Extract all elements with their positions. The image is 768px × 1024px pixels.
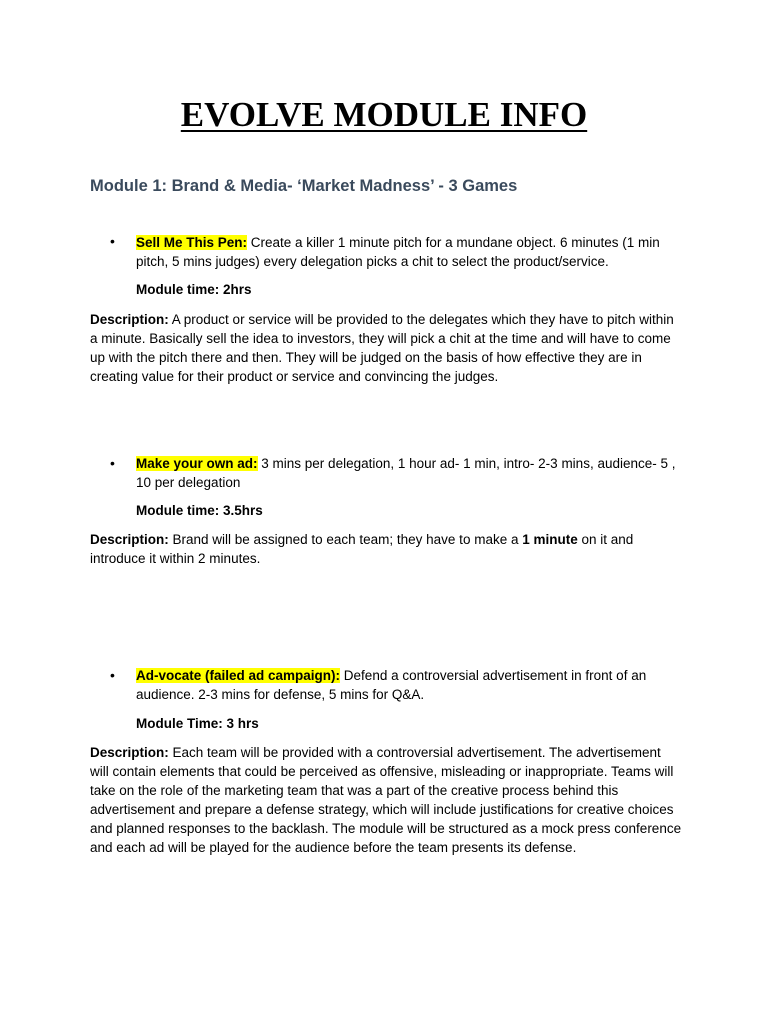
item-name-highlight: Ad-vocate (failed ad campaign): [136,668,341,683]
item-text: Defend a controversial advertisement in front of an audience. 2-3 mins for defense, 5 mins for Q&A. [136,668,647,702]
description-text: Each team will be provided with a controversial advertisement. The advertisement will contain elements that could be perceived as offensive, misleading or inappropriate. Teams will take on the role of the marketing team that was a part of the creative process behind this advertisement and prepare a defense strategy, which will include justifications for creative choices and planned responses to the backlash. The module will be structured as a mock press conference and each ad will be played for the audience before the team presents its defense. [90,745,682,855]
description-label: Description: [90,532,169,547]
item-name-highlight: Make your own ad: [136,456,258,471]
bullet-marker: • [110,455,115,471]
description-emphasis: 1 minute [522,532,578,547]
description-text: A product or service will be provided to the delegates which they have to pitch within a minute. Basically sell the idea to investors, they will pick a chit at the time and will have to come up with the pitch there and then. They will be judged on the basis of how effective they are in creating value for their product or service and convincing the judges. [90,312,674,384]
item-sell-me-this-pen [136,233,681,271]
document-title: EVOLVE MODULE INFO [180,95,588,134]
module-time: Module Time: 3 hrs [136,716,259,731]
description-text: on it and introduce it within 2 minutes. [90,532,634,566]
description-text: Brand will be assigned to each team; they have to make a [168,532,523,547]
item-text: Create a killer 1 minute pitch for a mundane object. 6 minutes (1 min pitch, 5 mins judges) every delegation picks a chit to select the product/service. [136,235,660,269]
description-paragraph [90,310,682,386]
module-time: Module time: 3.5hrs [136,503,263,518]
module-time: Module time: 2hrs [136,282,252,297]
bullet-marker: • [110,233,115,249]
item-text: 3 mins per delegation, 1 hour ad- 1 min, intro- 2-3 mins, audience- 5 , 10 per delegation [136,456,676,490]
description-paragraph [90,743,682,857]
description-label: Description: [90,745,169,760]
module-heading: Module 1: Brand & Media- ‘Market Madness’ - 3 Games [90,177,518,195]
description-label: Description: [90,312,169,327]
bullet-marker: • [110,667,115,683]
item-ad-vocate [136,666,681,704]
item-name-highlight: Sell Me This Pen: [136,235,248,250]
item-make-your-own-ad [136,454,681,492]
description-paragraph [90,530,682,568]
